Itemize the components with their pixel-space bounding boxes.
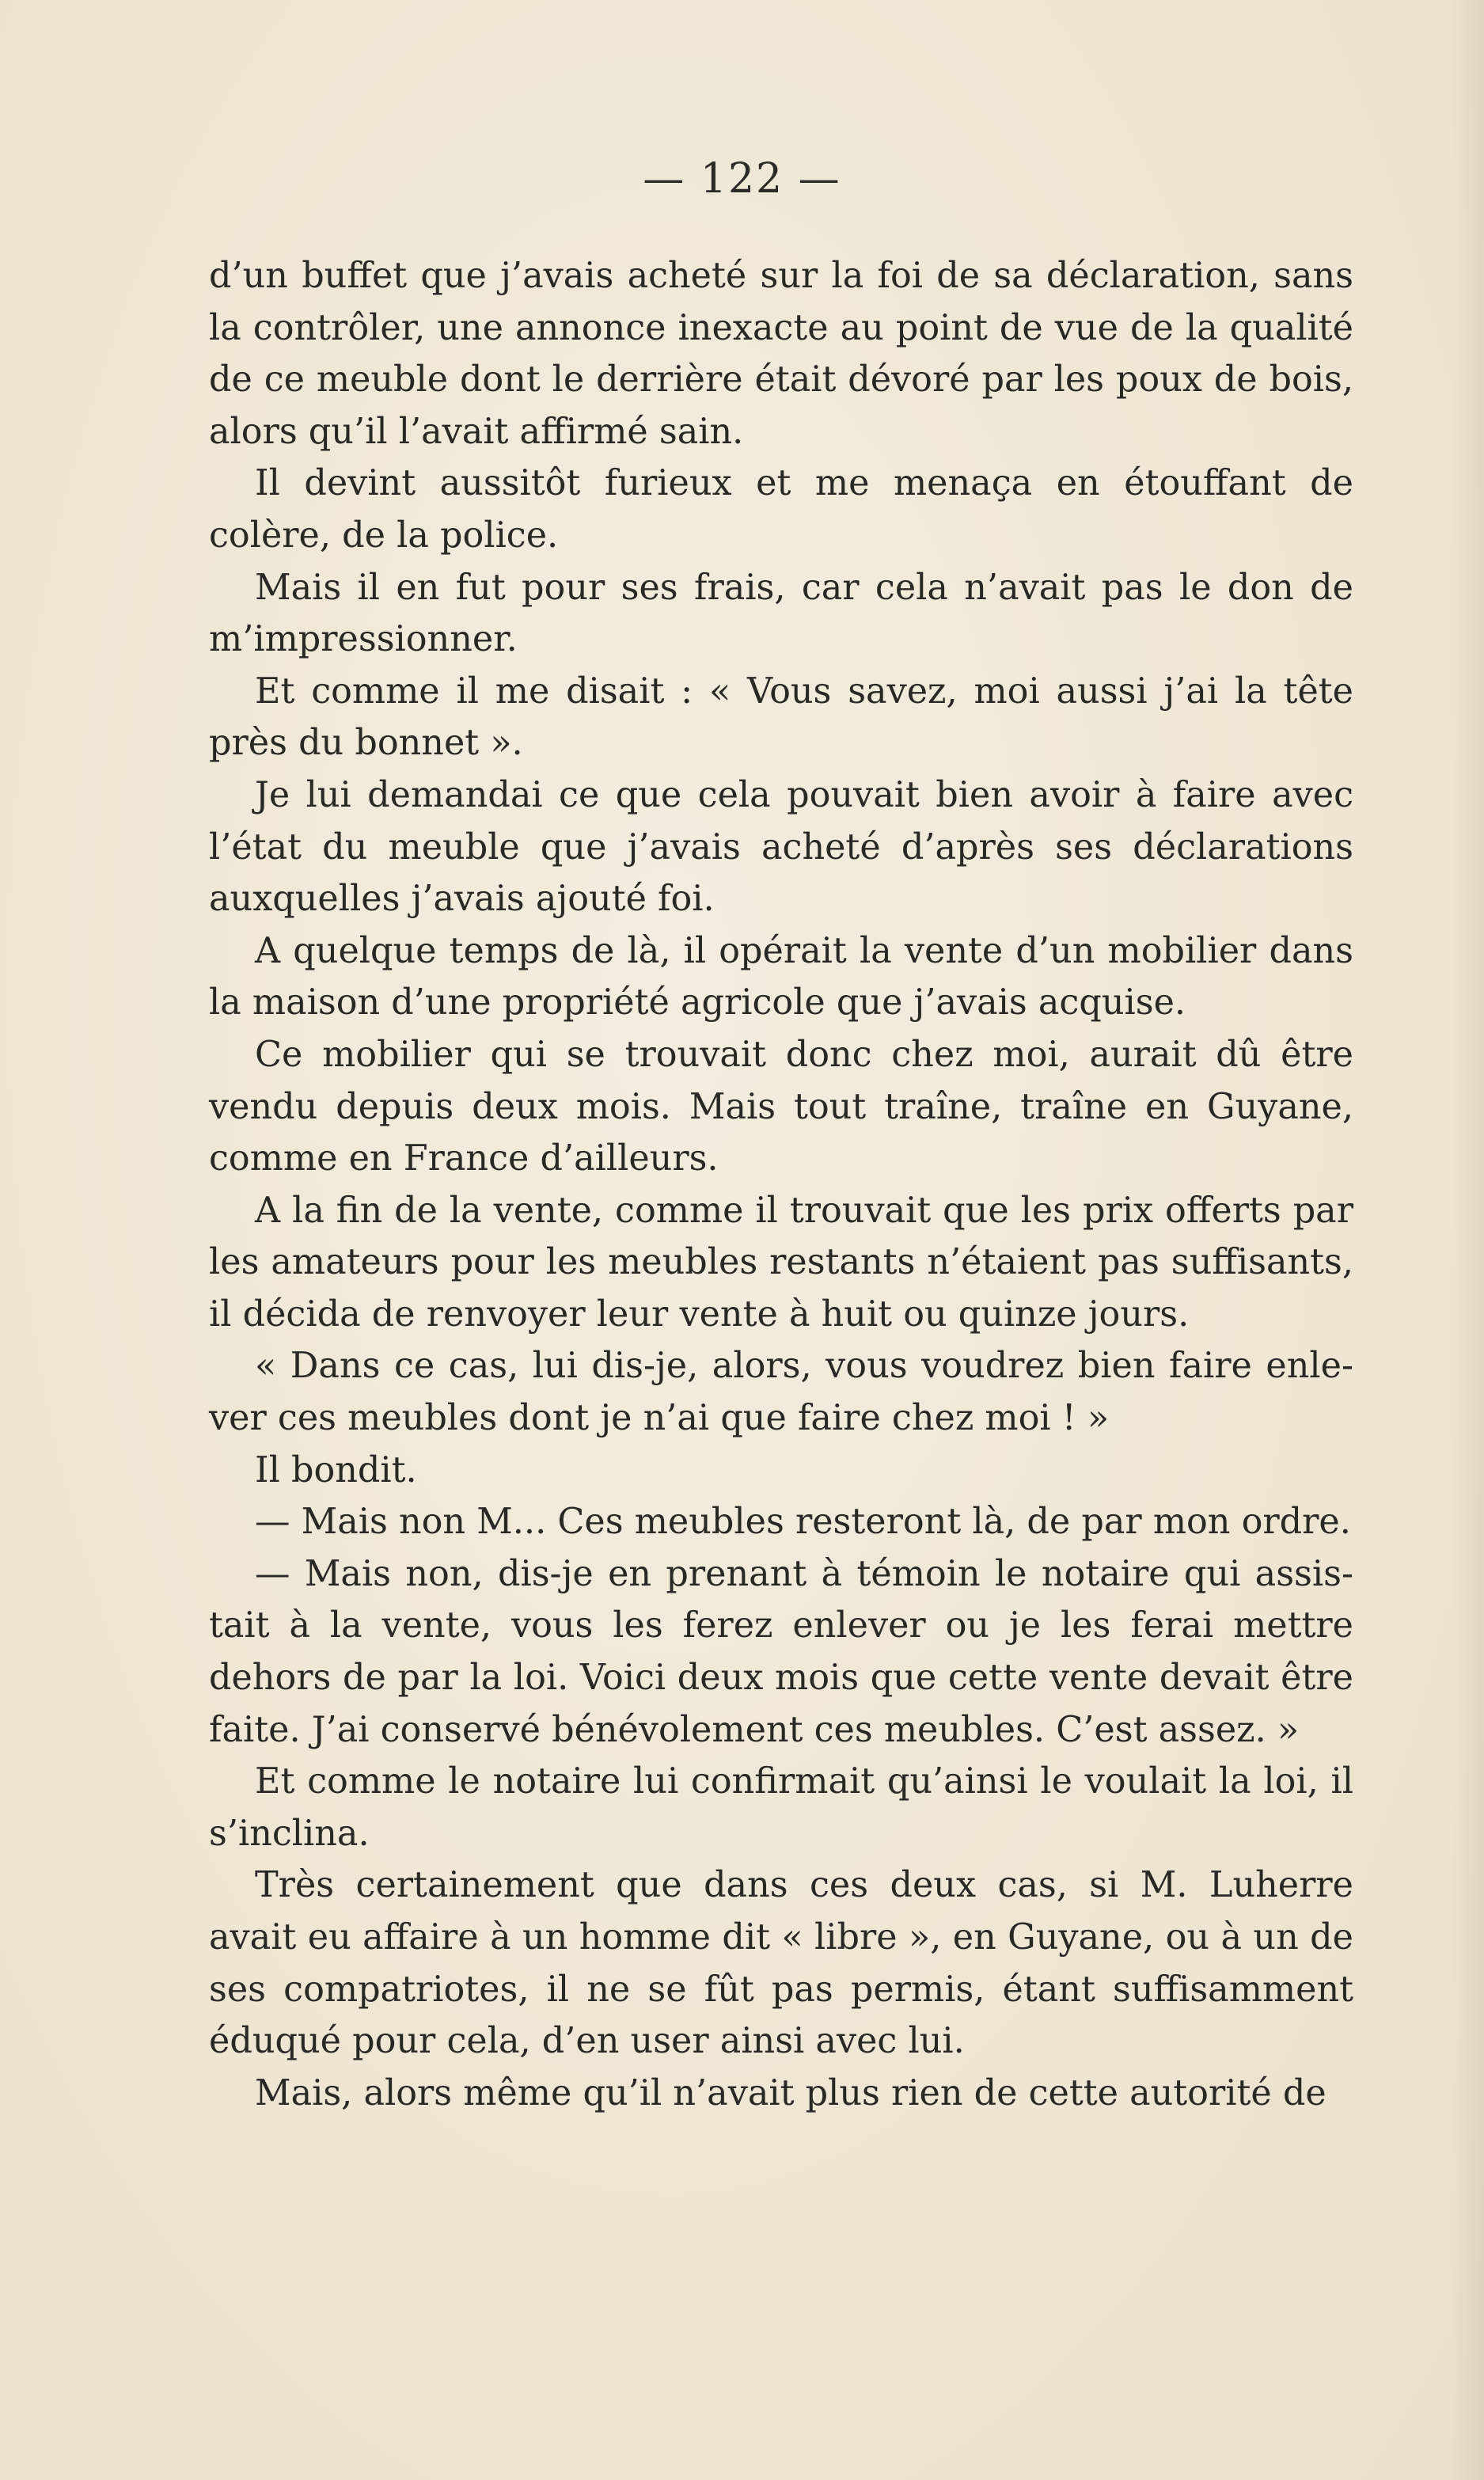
paragraph: Mais, alors même qu’il n’avait plus rien de cette autorité de xyxy=(255,2072,1326,2114)
body-text xyxy=(209,250,1353,2119)
page-number: — 122 — xyxy=(643,155,841,203)
paragraph: Il devint aussitôt furieux et me menaça en étouffant de colère, de la police. xyxy=(209,463,1353,556)
dialogue-line: — Mais non, dis-je en prenant à témoin le notaire qui assistait à la vente, vous les ferez enlever ou je les ferai mettre dehors de par la loi. Voici deux mois que cette vente devait être faite. J’ai conservé bénévolement ces meubles. C’est assez. » xyxy=(209,1553,1353,1750)
paragraph: A quelque temps de là, il opérait la vente d’un mobilier dans la maison d’une propriété agricole que j’avais acquise. xyxy=(209,930,1353,1024)
paragraph: « Dans ce cas, lui dis-je, alors, vous voudrez bien faire enlever ces meubles dont je n’ai que faire chez moi ! » xyxy=(209,1346,1353,1439)
paragraph: Mais il en fut pour ses frais, car cela n’avait pas le don de m’impressionner. xyxy=(209,567,1353,660)
paragraph: Ce mobilier qui se trouvait donc chez moi, aurait dû être vendu depuis deux mois. Mais tout traîne, traîne en Guyane, comme en France d’ailleurs. xyxy=(209,1034,1353,1179)
dialogue-line: — Mais non M... Ces meubles resteront là, de par mon ordre. xyxy=(255,1502,1351,1543)
paragraph: Il bondit. xyxy=(255,1449,417,1491)
paragraph: A la fin de la vente, comme il trouvait que les prix offerts par les amateurs pour les meubles restants n’étaient pas suffisants, il décida de renvoyer leur vente à huit ou quinze jours. xyxy=(209,1190,1353,1335)
paragraph: Et comme le notaire lui confirmait qu’ainsi le voulait la loi, il s’inclina. xyxy=(209,1761,1353,1854)
paragraph: Je lui demandai ce que cela pouvait bien avoir à faire avec l’état du meuble que j’avais acheté d’après ses déclarations auxquelles j’avais ajouté foi. xyxy=(209,774,1353,920)
paragraph: Et comme il me disait : « Vous savez, moi aussi j’ai la tête près du bonnet ». xyxy=(209,670,1353,764)
paragraph: Très certainement que dans ces deux cas, si M. Luherre avait eu affaire à un homme dit « libre », en Guyane, ou à un de ses compatriotes, il ne se fût pas permis, étant suffisamment éduqué pour cela, d’en user ainsi avec lui. xyxy=(209,1865,1353,2062)
paragraph-continuation: d’un buffet que j’avais acheté sur la foi de sa déclaration, sans la contrôler, une annonce inexacte au point de vue de la qualité de ce meuble dont le derrière était dévoré par les poux de bois, alors qu’il l’avait affirmé sain. xyxy=(209,256,1353,452)
page-edge-shadow xyxy=(1452,0,1484,2480)
